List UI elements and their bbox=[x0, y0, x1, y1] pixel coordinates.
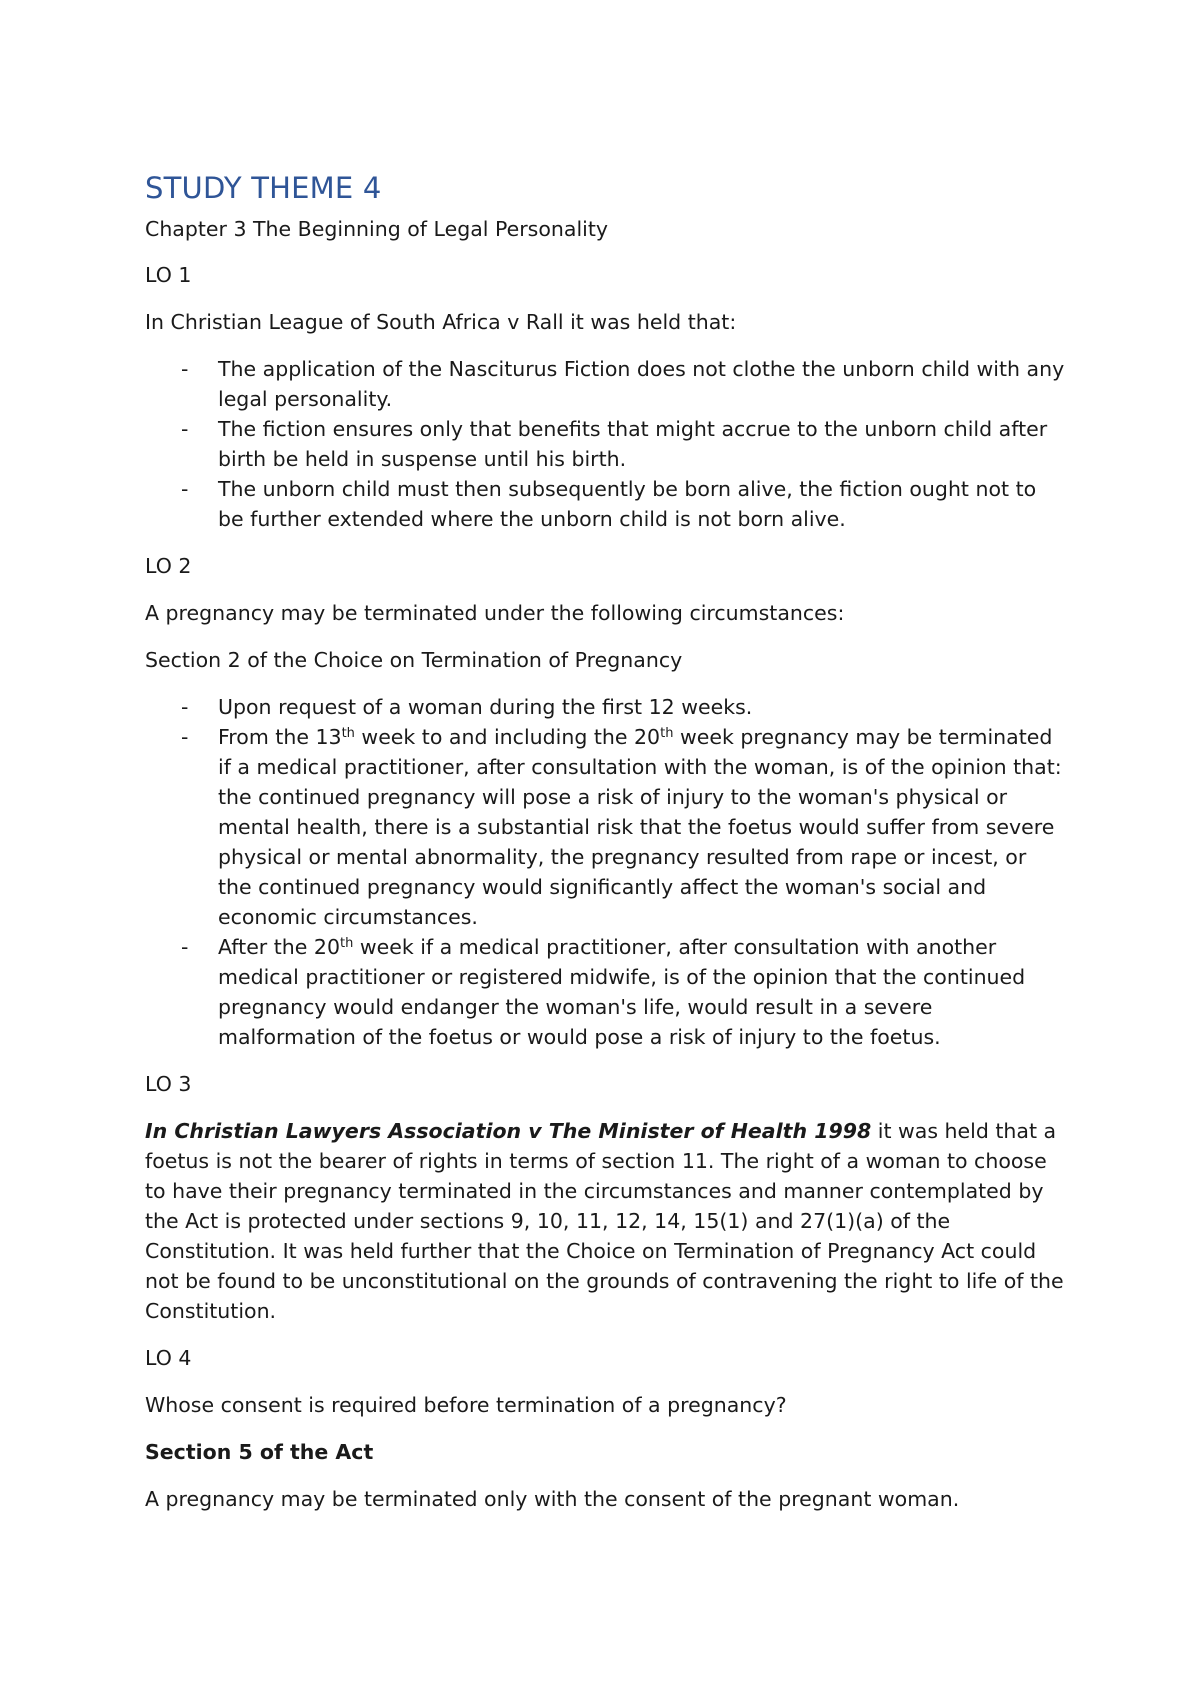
superscript: th bbox=[340, 936, 354, 951]
list-item-text: The unborn child must then subsequently be born alive, the fiction ought not to be further extended where the unborn child is not born alive. bbox=[218, 477, 1037, 531]
lo4-heading: LO 4 bbox=[145, 1346, 192, 1370]
list-item bbox=[145, 354, 1065, 414]
document-body bbox=[145, 170, 1065, 1531]
lo1-heading: LO 1 bbox=[145, 263, 192, 287]
lo2-list bbox=[145, 692, 1065, 1052]
text-run: week pregnancy may be terminated if a medical practitioner, after consultation with the woman, is of the opinion that: the continued pregnancy will pose a risk of injury to the woman's physical or mental health, there is a substantial risk that the foetus would suffer from severe physical or mental abnormality, the pregnancy resulted from rape or incest, or the continued pregnancy would significantly affect the woman's social and economic circumstances. bbox=[218, 725, 1062, 929]
list-item-text bbox=[218, 935, 1025, 1049]
list-item bbox=[145, 722, 1065, 932]
lo2-intro: A pregnancy may be terminated under the following circumstances: bbox=[145, 601, 845, 625]
lo2-section: Section 2 of the Choice on Termination of Pregnancy bbox=[145, 648, 683, 672]
list-item-text bbox=[218, 725, 1062, 929]
bullet-dash: - bbox=[181, 417, 189, 441]
list-item-text: Upon request of a woman during the first 12 weeks. bbox=[218, 695, 753, 719]
page-title: STUDY THEME 4 bbox=[145, 171, 382, 205]
bullet-dash: - bbox=[181, 357, 189, 381]
superscript: th bbox=[341, 726, 355, 741]
superscript: th bbox=[660, 726, 674, 741]
bullet-dash: - bbox=[181, 477, 189, 501]
bullet-dash: - bbox=[181, 725, 189, 749]
list-item bbox=[145, 692, 1065, 722]
text-run: week to and including the 20 bbox=[354, 725, 661, 749]
text-run: From the 13 bbox=[218, 725, 342, 749]
lo4-answer: A pregnancy may be terminated only with the consent of the pregnant woman. bbox=[145, 1487, 960, 1511]
chapter-heading: Chapter 3 The Beginning of Legal Personality bbox=[145, 217, 609, 241]
list-item-text: The application of the Nasciturus Fiction does not clothe the unborn child with any legal personality. bbox=[218, 357, 1065, 411]
lo4-question: Whose consent is required before termination of a pregnancy? bbox=[145, 1393, 787, 1417]
lo1-list bbox=[145, 354, 1065, 534]
lo3-text: it was held that a foetus is not the bearer of rights in terms of section 11. The right of a woman to choose to have their pregnancy terminated in the circumstances and manner contemplated by the Act is protected under sections 9, 10, 11, 12, 14, 15(1) and 27(1)(a) of the Constitution. It was held further that the Choice on Termination of Pregnancy Act could not be found to be unconstitutional on the grounds of contravening the right to life of the Constitution. bbox=[145, 1119, 1064, 1323]
lo4-section: Section 5 of the Act bbox=[145, 1440, 374, 1464]
bullet-dash: - bbox=[181, 935, 189, 959]
bullet-dash: - bbox=[181, 695, 189, 719]
list-item bbox=[145, 414, 1065, 474]
lo1-intro: In Christian League of South Africa v Rall it was held that: bbox=[145, 310, 737, 334]
lo2-heading: LO 2 bbox=[145, 554, 192, 578]
text-run: week if a medical practitioner, after consultation with another medical practitioner or registered midwife, is of the opinion that the continued pregnancy would endanger the woman's life, would result in a severe malformation of the foetus or would pose a risk of injury to the foetus. bbox=[218, 935, 1026, 1049]
case-name: In Christian Lawyers Association v The Minister of Health 1998 bbox=[145, 1119, 872, 1143]
list-item-text: The fiction ensures only that benefits that might accrue to the unborn child after birth be held in suspense until his birth. bbox=[218, 417, 1048, 471]
list-item bbox=[145, 474, 1065, 534]
lo3-heading: LO 3 bbox=[145, 1072, 192, 1096]
text-run: After the 20 bbox=[218, 935, 340, 959]
list-item bbox=[145, 932, 1065, 1052]
lo3-paragraph bbox=[145, 1116, 1065, 1326]
